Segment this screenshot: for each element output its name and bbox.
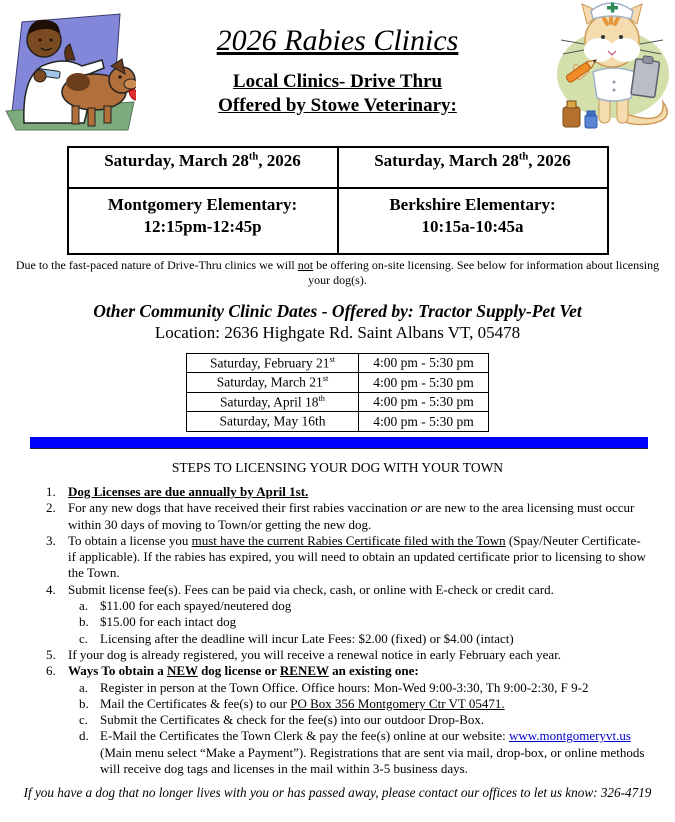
table-row bbox=[187, 412, 489, 432]
step-3: 3. To obtain a license you must have the current Rabies Certificate filed with the Town (Spay/Neuter Certificate-if applicable). If the rabies has expired, you will need to obtain an updated certificate prior to licensing to show the Town. bbox=[46, 532, 646, 581]
clinic-date-cell: Saturday, May 16th bbox=[187, 412, 359, 432]
licensing-steps-list bbox=[0, 484, 675, 777]
step-4b: b. $15.00 for each intact dog bbox=[79, 614, 647, 630]
clinic-time-cell: 4:00 pm - 5:30 pm bbox=[359, 353, 489, 373]
step-6c: c. Submit the Certificates & check for the fee(s) into our outdoor Drop-Box. bbox=[79, 712, 647, 728]
register-in-person: Register in person at the Town Office. Office hours: Mon-Wed 9:00-3:30, Th 9:00-2:30, F 9-2 bbox=[100, 679, 589, 695]
clinic-date-montgomery: Saturday, March 28th, 2026 bbox=[68, 147, 338, 188]
blue-divider-bar bbox=[30, 437, 648, 449]
step-5: 5. If your dog is already registered, you will receive a renewal notice in early February each year. bbox=[46, 647, 647, 663]
flyer-header bbox=[0, 0, 675, 140]
footer-contact-note: If you have a dog that no longer lives with you or has passed away, please contact our offices to let us know: 326-4719 bbox=[23, 785, 652, 801]
clinic-time-cell: 4:00 pm - 5:30 pm bbox=[359, 412, 489, 432]
page-title: 2026 Rabies Clinics bbox=[216, 24, 459, 57]
table-row bbox=[187, 353, 489, 373]
email-pay-online: E-Mail the Certificates the Town Clerk & pay the fee(s) online at our website: www.montgomeryvt.us (Main menu select “Make a Payment”). Registrations that are sent via mail, drop-box, or online methods will receive dog tags and licenses in the mail within 3-5 business days. bbox=[100, 728, 645, 777]
step-2: 2. For any new dogs that have received their first rabies vaccination or are new to the area licensing must occur within 30 days of moving to Town/or getting the new dog. bbox=[46, 500, 647, 533]
clinic-date-cell: Saturday, April 18th bbox=[187, 392, 359, 412]
fee-spayed-neutered: $11.00 for each spayed/neutered dog bbox=[100, 598, 292, 614]
subtitle-line-1: Local Clinics- Drive Thru bbox=[232, 71, 443, 92]
drive-thru-clinics-table bbox=[67, 146, 609, 255]
clinic-location-montgomery: Montgomery Elementary: 12:15pm-12:45p bbox=[68, 188, 338, 254]
vet-dog-clipart bbox=[4, 8, 136, 132]
drop-box: Submit the Certificates & check for the fee(s) into our outdoor Drop-Box. bbox=[100, 712, 485, 728]
clinic-date-cell: Saturday, February 21st bbox=[187, 353, 359, 373]
fee-intact: $15.00 for each intact dog bbox=[100, 614, 237, 630]
late-fees: Licensing after the deadline will incur Late Fees: $2.00 (fixed) or $4.00 (intact) bbox=[100, 630, 514, 646]
subtitle-line-2: Offered by Stowe Veterinary: bbox=[218, 94, 457, 116]
table-row bbox=[68, 147, 608, 188]
clinic-location-berkshire: Berkshire Elementary: 10:15a-10:45a bbox=[338, 188, 608, 254]
step-2-text: For any new dogs that have received their first rabies vaccination or are new to the area licensing must occur within 30 days of moving to Town/or getting the new dog. bbox=[68, 500, 635, 532]
community-clinic-dates-table bbox=[186, 353, 489, 432]
licensing-disclaimer: Due to the fast-paced nature of Drive-Thru clinics we will not be offering on-site licensing. See below for information about licensing your dog(s). bbox=[15, 258, 660, 287]
town-website-link[interactable]: www.montgomeryvt.us bbox=[508, 728, 631, 744]
clinic-date-cell: Saturday, March 21st bbox=[187, 373, 359, 393]
clinic-date-berkshire: Saturday, March 28th, 2026 bbox=[338, 147, 608, 188]
step-6b: b. Mail the Certificates & fee(s) to our PO Box 356 Montgomery Ctr VT 05471. bbox=[79, 696, 647, 712]
step-4c: c. Licensing after the deadline will incur Late Fees: $2.00 (fixed) or $4.00 (intact) bbox=[79, 631, 647, 647]
steps-heading: STEPS TO LICENSING YOUR DOG WITH YOUR TOWN bbox=[171, 459, 504, 475]
clinic-time-cell: 4:00 pm - 5:30 pm bbox=[359, 392, 489, 412]
community-clinics-heading: Other Community Clinic Dates - Offered by: Tractor Supply-Pet Vet bbox=[93, 300, 582, 321]
table-row bbox=[68, 188, 608, 254]
step-6d: d. E-Mail the Certificates the Town Clerk & pay the fee(s) online at our website: www.montgomeryvt.us (Main menu select “Make a Payment”). Registrations that are sent via mail, drop-box, or online methods will receive dog tags and licenses in the mail within 3-5 business days. bbox=[79, 728, 647, 777]
table-row bbox=[187, 392, 489, 412]
step-1-text: Dog Licenses are due annually by April 1st. bbox=[68, 483, 309, 499]
step-1: 1. Dog Licenses are due annually by April 1st. bbox=[46, 484, 647, 500]
mail-certificates: Mail the Certificates & fee(s) to our PO Box 356 Montgomery Ctr VT 05471. bbox=[100, 695, 505, 711]
step-6a: a. Register in person at the Town Office. Office hours: Mon-Wed 9:00-3:30, Th 9:00-2:30, F 9-2 bbox=[79, 680, 647, 696]
step-4-text: Submit license fee(s). Fees can be paid via check, cash, or online with E-check or credit card. bbox=[68, 581, 554, 597]
step-5-text: If your dog is already registered, you will receive a renewal notice in early February each year. bbox=[68, 646, 562, 662]
step-6-text: Ways To obtain a NEW dog license or RENEW an existing one: bbox=[68, 663, 419, 679]
step-4: 4. Submit license fee(s). Fees can be paid via check, cash, or online with E-check or credit card. bbox=[46, 582, 647, 598]
step-6: 6. Ways To obtain a NEW dog license or RENEW an existing one: bbox=[46, 663, 647, 679]
clinic-time-cell: 4:00 pm - 5:30 pm bbox=[359, 373, 489, 393]
step-4a: a. $11.00 for each spayed/neutered dog bbox=[79, 598, 647, 614]
community-clinics-location: Location: 2636 Highgate Rd. Saint Albans VT, 05478 bbox=[154, 322, 521, 342]
step-3-text: To obtain a license you must have the current Rabies Certificate filed with the Town (Spay/Neuter Certificate-if applicable). If the rabies has expired, you will need to obtain an updated certificate prior to licensing to show the Town. bbox=[68, 532, 646, 581]
cat-nurse-clipart bbox=[541, 2, 674, 135]
table-row bbox=[187, 373, 489, 393]
